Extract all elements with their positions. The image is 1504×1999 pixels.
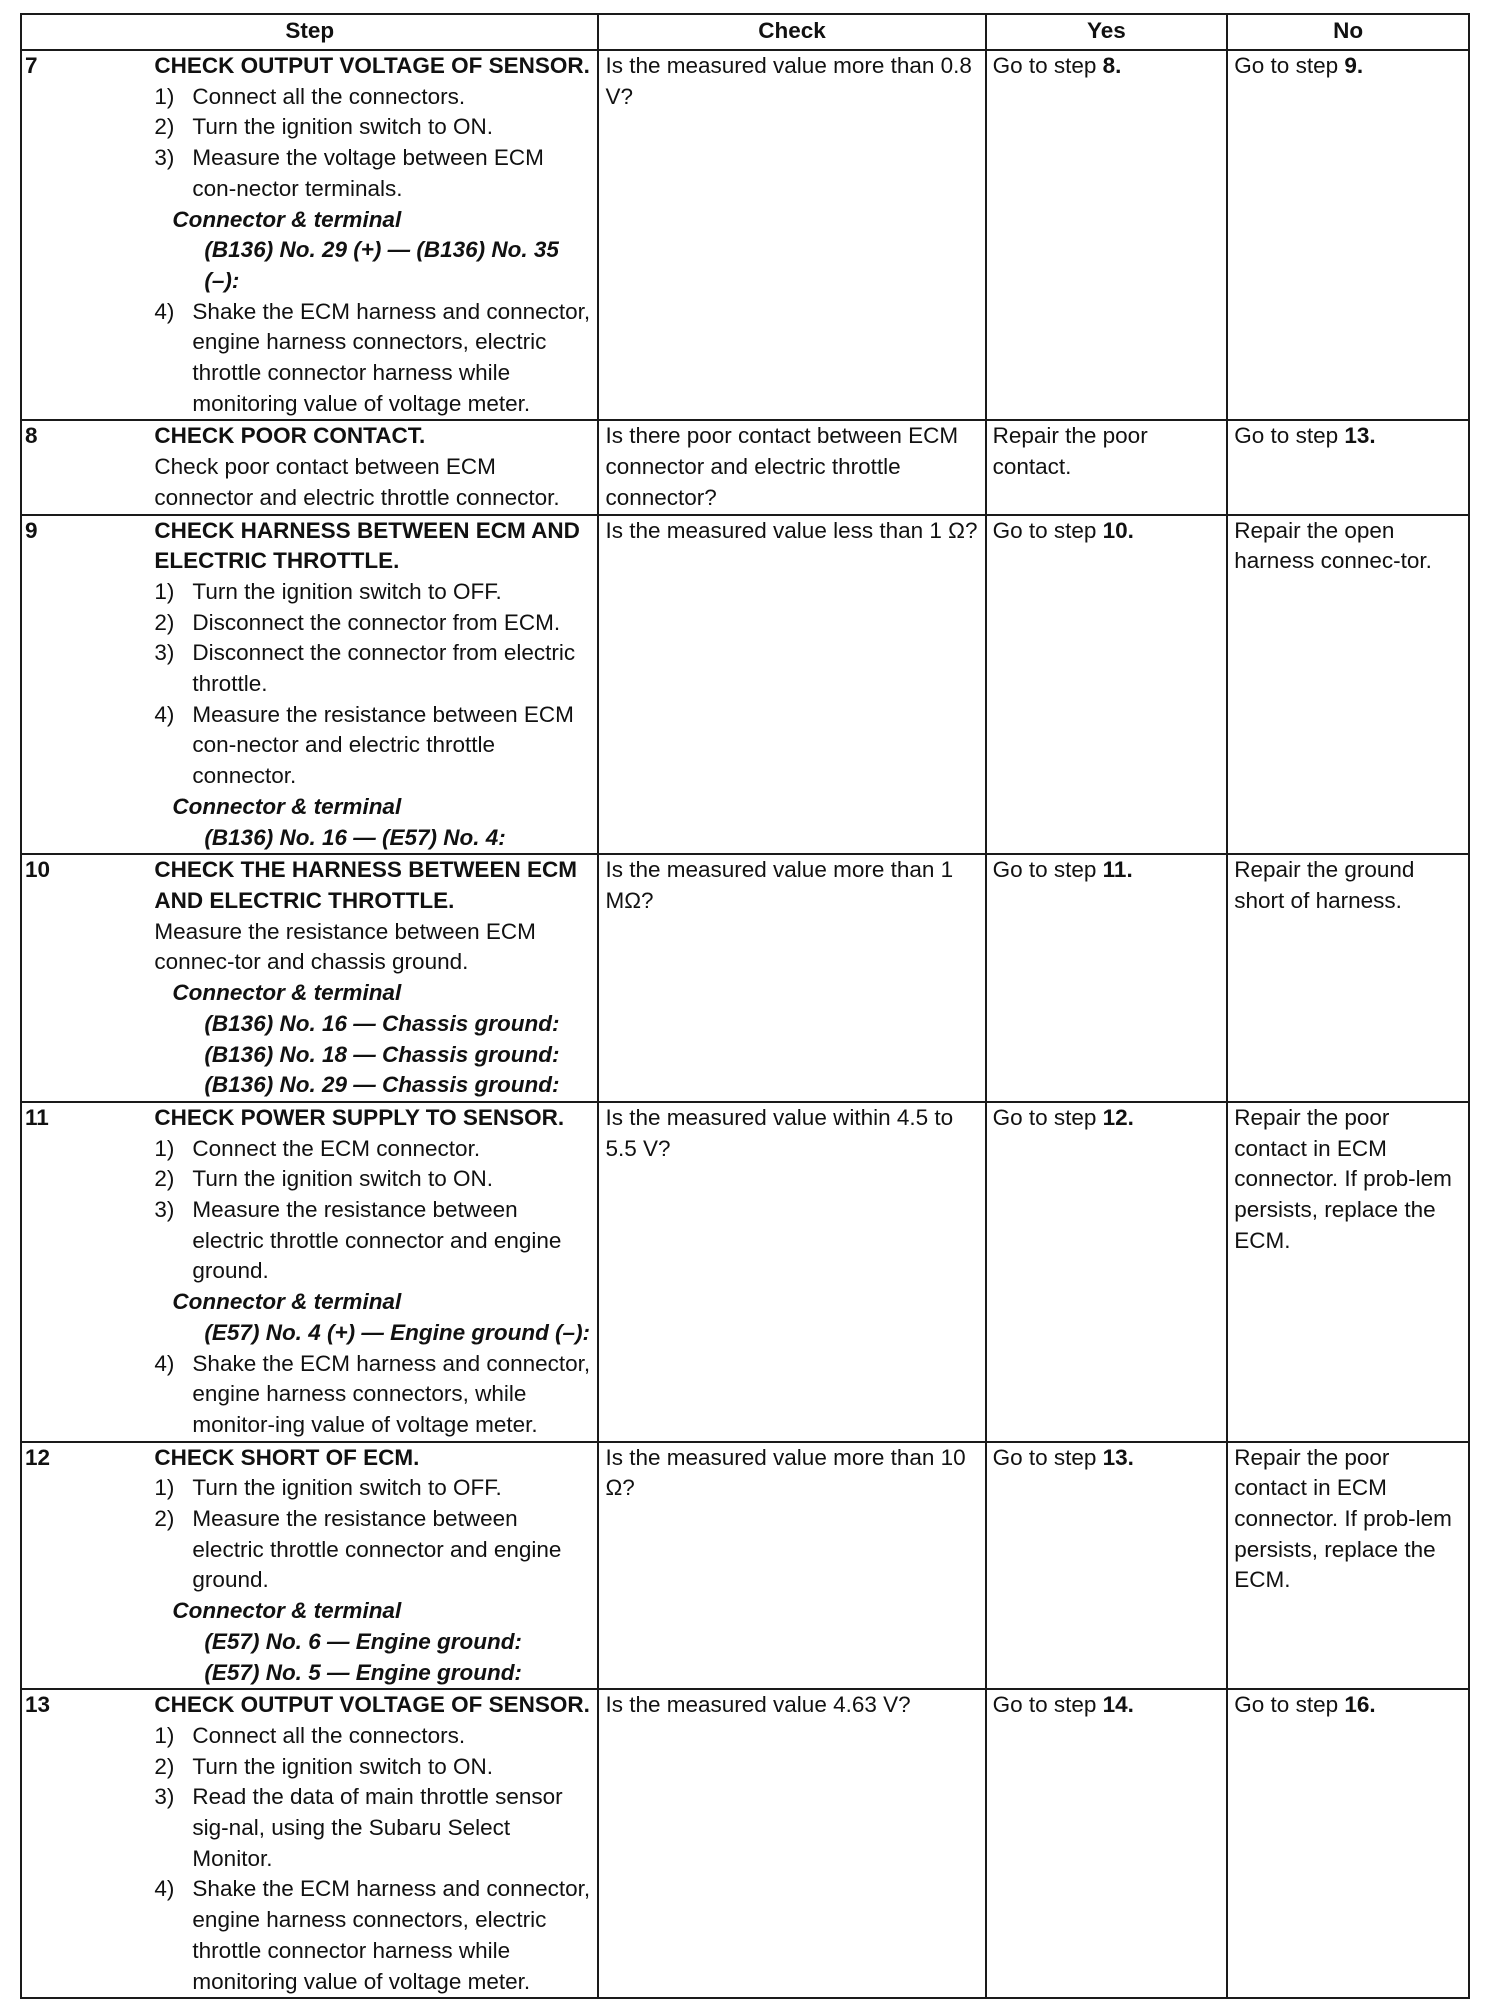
list-item: 2) Disconnect the connector from ECM.: [154, 609, 561, 635]
check-question: Is the measured value more than 10 Ω?: [598, 1442, 985, 1690]
no-action: Go to step 13.: [1227, 420, 1469, 514]
step-title: CHECK HARNESS BETWEEN ECM AND ELECTRIC THROTTLE.: [154, 517, 580, 574]
list-item: 3) Read the data of main throttle sensor sig-nal, using the Subaru Select Monitor.: [154, 1784, 563, 1871]
table-row: [21, 1689, 1469, 1998]
terminal-spec: (B136) No. 29 — Chassis ground:: [204, 1072, 560, 1098]
list-item: 1) Turn the ignition switch to OFF.: [154, 1475, 502, 1501]
step-title: CHECK POOR CONTACT.: [154, 423, 426, 449]
list-item: 3) Measure the voltage between ECM con-nector terminals.: [154, 145, 544, 201]
header-check: Check: [598, 14, 985, 50]
yes-action: Go to step 12.: [986, 1102, 1228, 1442]
yes-action: Go to step 11.: [986, 854, 1228, 1102]
connector-label: Connector & terminal: [172, 1598, 402, 1624]
step-number: 9: [21, 515, 154, 855]
step-description: [154, 1102, 598, 1442]
terminal-spec: (E57) No. 6 — Engine ground:: [204, 1628, 522, 1654]
yes-action: Go to step 8.: [986, 50, 1228, 420]
check-question: Is the measured value 4.63 V?: [598, 1689, 985, 1998]
no-action: Repair the poor contact in ECM connector. If prob-lem persists, replace the ECM.: [1227, 1442, 1469, 1690]
step-description: [154, 854, 598, 1102]
step-number: 11: [21, 1102, 154, 1442]
list-item: 2) Measure the resistance between electric throttle connector and engine ground.: [154, 1506, 562, 1593]
list-item: 4) Shake the ECM harness and connector, engine harness connectors, while monitor-ing value of voltage meter.: [154, 1350, 591, 1437]
step-title: CHECK OUTPUT VOLTAGE OF SENSOR.: [154, 1692, 590, 1718]
list-item: 2) Turn the ignition switch to ON.: [154, 1753, 493, 1779]
yes-action: Go to step 14.: [986, 1689, 1228, 1998]
terminal-spec: (E57) No. 5 — Engine ground:: [204, 1659, 522, 1685]
step-title: CHECK OUTPUT VOLTAGE OF SENSOR.: [154, 53, 590, 78]
step-description: [154, 420, 598, 514]
step-number: 7: [21, 50, 154, 420]
list-item: 2) Turn the ignition switch to ON.: [154, 1166, 493, 1192]
step-description: [154, 1689, 598, 1998]
step-number: 13: [21, 1689, 154, 1998]
list-item: 2) Turn the ignition switch to ON.: [154, 114, 493, 140]
table-row: [21, 515, 1469, 855]
no-action: Repair the ground short of harness.: [1227, 854, 1469, 1102]
list-item: 1) Connect all the connectors.: [154, 1722, 466, 1748]
no-action: Go to step 16.: [1227, 1689, 1469, 1998]
check-question: Is the measured value less than 1 Ω?: [598, 515, 985, 855]
table-row: [21, 50, 1469, 420]
connector-label: Connector & terminal: [172, 206, 402, 232]
list-item: 1) Connect the ECM connector.: [154, 1135, 481, 1161]
no-action: Go to step 9.: [1227, 50, 1469, 420]
table-row: [21, 1102, 1469, 1442]
list-item: 3) Measure the resistance between electric throttle connector and engine ground.: [154, 1197, 562, 1284]
step-number: 12: [21, 1442, 154, 1690]
header-row: [21, 14, 1469, 50]
step-body: Check poor contact between ECM connector and electric throttle connector.: [154, 454, 560, 510]
no-action: Repair the open harness connec-tor.: [1227, 515, 1469, 855]
terminal-spec: (B136) No. 18 — Chassis ground:: [204, 1041, 560, 1067]
yes-action: Repair the poor contact.: [986, 420, 1228, 514]
list-item: 4) Shake the ECM harness and connector, engine harness connectors, electric throttle connector harness while monitoring value of voltage meter.: [154, 1876, 591, 1994]
terminal-spec: (B136) No. 16 — Chassis ground:: [204, 1010, 560, 1036]
yes-action: Go to step 10.: [986, 515, 1228, 855]
step-title: CHECK POWER SUPPLY TO SENSOR.: [154, 1104, 565, 1130]
check-question: Is the measured value more than 0.8 V?: [598, 50, 985, 420]
list-item: 4) Shake the ECM harness and connector, engine harness connectors, electric throttle connector harness while monitoring value of voltage meter.: [154, 298, 591, 416]
step-description: [154, 1442, 598, 1690]
step-title: CHECK SHORT OF ECM.: [154, 1444, 420, 1470]
step-description: [154, 50, 598, 420]
check-question: Is the measured value within 4.5 to 5.5 V?: [598, 1102, 985, 1442]
table-row: [21, 420, 1469, 514]
list-item: 1) Connect all the connectors.: [154, 83, 466, 109]
diagnostic-page: [20, 13, 1470, 1999]
check-question: Is there poor contact between ECM connector and electric throttle connector?: [598, 420, 985, 514]
step-body: Measure the resistance between ECM connec-tor and chassis ground.: [154, 918, 536, 975]
terminal-spec: (B136) No. 16 — (E57) No. 4:: [204, 824, 506, 850]
step-number: 8: [21, 420, 154, 514]
terminal-spec: (E57) No. 4 (+) — Engine ground (–):: [204, 1319, 591, 1345]
table-row: [21, 1442, 1469, 1690]
header-no: No: [1227, 14, 1469, 50]
connector-label: Connector & terminal: [172, 980, 402, 1006]
step-title: CHECK THE HARNESS BETWEEN ECM AND ELECTRIC THROTTLE.: [154, 857, 577, 913]
no-action: Repair the poor contact in ECM connector. If prob-lem persists, replace the ECM.: [1227, 1102, 1469, 1442]
list-item: 3) Disconnect the connector from electric throttle.: [154, 640, 576, 697]
diagnostic-table: [20, 13, 1470, 1999]
header-step: Step: [21, 14, 598, 50]
list-item: 1) Turn the ignition switch to OFF.: [154, 578, 502, 604]
table-row: [21, 854, 1469, 1102]
header-yes: Yes: [986, 14, 1228, 50]
check-question: Is the measured value more than 1 MΩ?: [598, 854, 985, 1102]
connector-label: Connector & terminal: [172, 1289, 402, 1315]
yes-action: Go to step 13.: [986, 1442, 1228, 1690]
terminal-spec: (B136) No. 29 (+) — (B136) No. 35 (–):: [204, 237, 559, 293]
step-description: [154, 515, 598, 855]
connector-label: Connector & terminal: [172, 793, 402, 819]
list-item: 4) Measure the resistance between ECM con-nector and electric throttle connector.: [154, 701, 574, 789]
step-number: 10: [21, 854, 154, 1102]
